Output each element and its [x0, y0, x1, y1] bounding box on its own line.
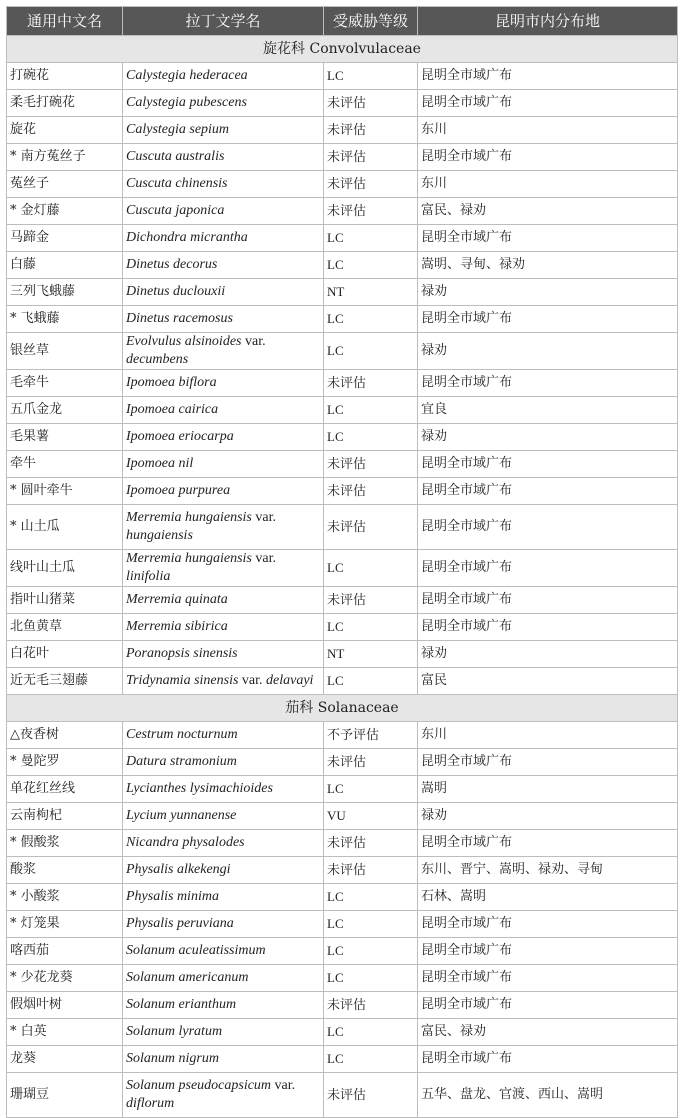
threat-level: 未评估: [324, 171, 418, 198]
threat-level: LC: [324, 306, 418, 333]
threat-level: LC: [324, 884, 418, 911]
threat-level: LC: [324, 252, 418, 279]
chinese-name: 云南枸杞: [7, 803, 123, 830]
table-row: [7, 830, 678, 857]
distribution: 昆明全市域广布: [418, 938, 678, 965]
latin-rank: var.: [271, 1078, 296, 1093]
chinese-name: 假烟叶树: [7, 992, 123, 1019]
latin-name: [123, 198, 324, 225]
chinese-name: 柔毛打碗花: [7, 90, 123, 117]
latin-name: [123, 965, 324, 992]
latin-italic-part: Dinetus decorus: [126, 257, 218, 272]
table-row: [7, 333, 678, 370]
latin-italic-part: Ipomoea biflora: [126, 375, 217, 390]
table-row: [7, 911, 678, 938]
threat-level: 未评估: [324, 451, 418, 478]
table-row: [7, 1046, 678, 1073]
threat-level: NT: [324, 641, 418, 668]
latin-name: [123, 225, 324, 252]
latin-name: [123, 587, 324, 614]
family-row: [7, 695, 678, 722]
threat-level: LC: [324, 63, 418, 90]
latin-italic-part: linifolia: [126, 569, 171, 584]
threat-level: LC: [324, 333, 418, 370]
latin-name: [123, 333, 324, 370]
distribution: 禄劝: [418, 333, 678, 370]
latin-italic-part: Dinetus racemosus: [126, 311, 233, 326]
threat-level: 未评估: [324, 857, 418, 884]
chinese-name: 马蹄金: [7, 225, 123, 252]
distribution: 富民、禄劝: [418, 1019, 678, 1046]
chinese-name: 白藤: [7, 252, 123, 279]
distribution: 东川、晋宁、嵩明、禄劝、寻甸: [418, 857, 678, 884]
distribution: 嵩明: [418, 776, 678, 803]
latin-rank: var.: [238, 673, 267, 688]
threat-level: 未评估: [324, 992, 418, 1019]
distribution: 昆明全市域广布: [418, 911, 678, 938]
chinese-name: 旋花: [7, 117, 123, 144]
latin-italic-part: Cuscuta chinensis: [126, 176, 228, 191]
chinese-name: 龙葵: [7, 1046, 123, 1073]
latin-name: [123, 830, 324, 857]
threat-level: LC: [324, 776, 418, 803]
family-row: [7, 36, 678, 63]
threat-level: NT: [324, 279, 418, 306]
latin-name: [123, 803, 324, 830]
chinese-name: * 曼陀罗: [7, 749, 123, 776]
latin-name: [123, 370, 324, 397]
latin-italic-part: Datura stramonium: [126, 754, 237, 769]
table-row: [7, 776, 678, 803]
chinese-name: 北鱼黄草: [7, 614, 123, 641]
table-row: [7, 641, 678, 668]
chinese-name: * 南方菟丝子: [7, 144, 123, 171]
chinese-name: 五爪金龙: [7, 397, 123, 424]
latin-italic-part: Dichondra micrantha: [126, 230, 248, 245]
table-row: [7, 550, 678, 587]
latin-name: [123, 776, 324, 803]
latin-name: [123, 1073, 324, 1118]
table-row: [7, 938, 678, 965]
distribution: 五华、盘龙、官渡、西山、嵩明: [418, 1073, 678, 1118]
distribution: 昆明全市域广布: [418, 965, 678, 992]
table-row: [7, 198, 678, 225]
latin-rank: var.: [241, 334, 266, 349]
latin-italic-part: Calystegia pubescens: [126, 95, 247, 110]
latin-italic-part: Tridynamia sinensis: [126, 673, 239, 688]
chinese-name: 指叶山猪菜: [7, 587, 123, 614]
latin-italic-part: Cuscuta australis: [126, 149, 225, 164]
distribution: 东川: [418, 171, 678, 198]
latin-italic-part: Lycianthes lysimachioides: [126, 781, 273, 796]
latin-name: [123, 938, 324, 965]
latin-name: [123, 252, 324, 279]
chinese-name: 白花叶: [7, 641, 123, 668]
threat-level: 未评估: [324, 478, 418, 505]
chinese-name: 线叶山土瓜: [7, 550, 123, 587]
distribution: 禄劝: [418, 803, 678, 830]
distribution: 昆明全市域广布: [418, 144, 678, 171]
chinese-name: * 山土瓜: [7, 505, 123, 550]
chinese-name: 牵牛: [7, 451, 123, 478]
threat-level: LC: [324, 1019, 418, 1046]
chinese-name: 打碗花: [7, 63, 123, 90]
distribution: 昆明全市域广布: [418, 306, 678, 333]
chinese-name: 菟丝子: [7, 171, 123, 198]
table-row: [7, 171, 678, 198]
distribution: 富民、禄劝: [418, 198, 678, 225]
latin-name: [123, 1046, 324, 1073]
threat-level: 未评估: [324, 587, 418, 614]
distribution: 昆明全市域广布: [418, 63, 678, 90]
latin-italic-part: Merremia hungaiensis: [126, 510, 252, 525]
latin-italic-part: Merremia quinata: [126, 592, 228, 607]
threat-level: 未评估: [324, 1073, 418, 1118]
latin-name: [123, 117, 324, 144]
latin-name: [123, 1019, 324, 1046]
chinese-name: 毛牵牛: [7, 370, 123, 397]
table-row: [7, 279, 678, 306]
distribution: 昆明全市域广布: [418, 550, 678, 587]
latin-italic-part: Solanum lyratum: [126, 1024, 223, 1039]
latin-name: [123, 857, 324, 884]
distribution: 昆明全市域广布: [418, 505, 678, 550]
distribution: 东川: [418, 722, 678, 749]
family-name: 旋花科 Convolvulaceae: [7, 36, 678, 63]
threat-level: 未评估: [324, 749, 418, 776]
header-latin-name: 拉丁文学名: [123, 7, 324, 36]
latin-rank: var.: [251, 510, 276, 525]
chinese-name: * 飞蛾藤: [7, 306, 123, 333]
family-name: 茄科 Solanaceae: [7, 695, 678, 722]
table-row: [7, 965, 678, 992]
table-row: [7, 749, 678, 776]
latin-name: [123, 90, 324, 117]
latin-name: [123, 424, 324, 451]
chinese-name: * 小酸浆: [7, 884, 123, 911]
threat-level: LC: [324, 397, 418, 424]
chinese-name: * 少花龙葵: [7, 965, 123, 992]
latin-italic-part: Lycium yunnanense: [126, 808, 237, 823]
table-row: [7, 252, 678, 279]
latin-name: [123, 749, 324, 776]
latin-name: [123, 478, 324, 505]
latin-italic-part: Cuscuta japonica: [126, 203, 225, 218]
latin-name: [123, 144, 324, 171]
latin-italic-part: Cestrum nocturnum: [126, 727, 238, 742]
species-table: [6, 6, 678, 1118]
table-row: [7, 90, 678, 117]
latin-italic-part: Physalis minima: [126, 889, 219, 904]
distribution: 禄劝: [418, 641, 678, 668]
table-row: [7, 144, 678, 171]
latin-name: [123, 614, 324, 641]
latin-name: [123, 911, 324, 938]
table-row: [7, 884, 678, 911]
latin-name: [123, 279, 324, 306]
chinese-name: 毛果薯: [7, 424, 123, 451]
threat-level: 未评估: [324, 90, 418, 117]
latin-italic-part: Merremia hungaiensis: [126, 551, 252, 566]
chinese-name: 单花红丝线: [7, 776, 123, 803]
latin-italic-part: Physalis peruviana: [126, 916, 234, 931]
latin-italic-part: Nicandra physalodes: [126, 835, 245, 850]
chinese-name: * 圆叶牵牛: [7, 478, 123, 505]
threat-level: LC: [324, 424, 418, 451]
latin-name: [123, 722, 324, 749]
chinese-name: 三列飞蛾藤: [7, 279, 123, 306]
chinese-name: * 假酸浆: [7, 830, 123, 857]
table-row: [7, 505, 678, 550]
table-row: [7, 397, 678, 424]
distribution: 昆明全市域广布: [418, 478, 678, 505]
latin-name: [123, 63, 324, 90]
table-row: [7, 668, 678, 695]
chinese-name: * 金灯藤: [7, 198, 123, 225]
distribution: 昆明全市域广布: [418, 370, 678, 397]
distribution: 昆明全市域广布: [418, 614, 678, 641]
threat-level: LC: [324, 668, 418, 695]
latin-italic-part: Physalis alkekengi: [126, 862, 231, 877]
threat-level: 未评估: [324, 370, 418, 397]
threat-level: LC: [324, 550, 418, 587]
table-row: [7, 478, 678, 505]
header-threat-level: 受威胁等级: [324, 7, 418, 36]
threat-level: LC: [324, 938, 418, 965]
latin-name: [123, 451, 324, 478]
latin-rank: var.: [251, 551, 276, 566]
table-row: [7, 1019, 678, 1046]
latin-name: [123, 505, 324, 550]
table-row: [7, 225, 678, 252]
chinese-name: 酸浆: [7, 857, 123, 884]
table-row: [7, 306, 678, 333]
latin-italic-part: Poranopsis sinensis: [126, 646, 238, 661]
threat-level: 未评估: [324, 144, 418, 171]
threat-level: 未评估: [324, 198, 418, 225]
distribution: 昆明全市域广布: [418, 830, 678, 857]
threat-level: 未评估: [324, 117, 418, 144]
threat-level: LC: [324, 911, 418, 938]
threat-level: LC: [324, 614, 418, 641]
distribution: 禄劝: [418, 279, 678, 306]
latin-italic-part: Solanum americanum: [126, 970, 249, 985]
distribution: 昆明全市域广布: [418, 992, 678, 1019]
table-row: [7, 424, 678, 451]
threat-level: VU: [324, 803, 418, 830]
chinese-name: 银丝草: [7, 333, 123, 370]
distribution: 昆明全市域广布: [418, 90, 678, 117]
threat-level: 未评估: [324, 505, 418, 550]
latin-italic-part: Solanum erianthum: [126, 997, 237, 1012]
table-row: [7, 992, 678, 1019]
latin-italic-part: Solanum aculeatissimum: [126, 943, 266, 958]
latin-name: [123, 171, 324, 198]
table-row: [7, 614, 678, 641]
distribution: 昆明全市域广布: [418, 587, 678, 614]
latin-italic-part: decumbens: [126, 352, 189, 367]
latin-italic-part: Calystegia sepium: [126, 122, 230, 137]
latin-italic-part: diflorum: [126, 1096, 175, 1111]
table-row: [7, 857, 678, 884]
latin-name: [123, 397, 324, 424]
header-distribution: 昆明市内分布地: [418, 7, 678, 36]
distribution: 石林、嵩明: [418, 884, 678, 911]
latin-italic-part: Ipomoea cairica: [126, 402, 219, 417]
table-row: [7, 117, 678, 144]
distribution: 昆明全市域广布: [418, 1046, 678, 1073]
chinese-name: 近无毛三翅藤: [7, 668, 123, 695]
latin-italic-part: Evolvulus alsinoides: [126, 334, 242, 349]
threat-level: LC: [324, 1046, 418, 1073]
latin-italic-part: Ipomoea eriocarpa: [126, 429, 234, 444]
latin-italic-part: Solanum pseudocapsicum: [126, 1078, 272, 1093]
table-row: [7, 587, 678, 614]
table-row: [7, 1073, 678, 1118]
distribution: 禄劝: [418, 424, 678, 451]
table-row: [7, 451, 678, 478]
latin-italic-part: delavayi: [266, 673, 314, 688]
table-row: [7, 803, 678, 830]
latin-italic-part: hungaiensis: [126, 528, 193, 543]
threat-level: 未评估: [324, 830, 418, 857]
table-row: [7, 370, 678, 397]
distribution: 宜良: [418, 397, 678, 424]
chinese-name: 珊瑚豆: [7, 1073, 123, 1118]
header-row: [7, 7, 678, 36]
latin-italic-part: Calystegia hederacea: [126, 68, 248, 83]
distribution: 东川: [418, 117, 678, 144]
latin-name: [123, 641, 324, 668]
latin-italic-part: Solanum nigrum: [126, 1051, 219, 1066]
chinese-name: △夜香树: [7, 722, 123, 749]
latin-name: [123, 884, 324, 911]
chinese-name: 喀西茄: [7, 938, 123, 965]
threat-level: 不予评估: [324, 722, 418, 749]
table-row: [7, 63, 678, 90]
latin-name: [123, 668, 324, 695]
latin-italic-part: Merremia sibirica: [126, 619, 228, 634]
latin-name: [123, 306, 324, 333]
table-row: [7, 722, 678, 749]
distribution: 嵩明、寻甸、禄劝: [418, 252, 678, 279]
distribution: 昆明全市域广布: [418, 451, 678, 478]
threat-level: LC: [324, 965, 418, 992]
latin-italic-part: Ipomoea purpurea: [126, 483, 231, 498]
distribution: 富民: [418, 668, 678, 695]
threat-level: LC: [324, 225, 418, 252]
chinese-name: * 白英: [7, 1019, 123, 1046]
latin-italic-part: Ipomoea nil: [126, 456, 194, 471]
chinese-name: * 灯笼果: [7, 911, 123, 938]
latin-italic-part: Dinetus duclouxii: [126, 284, 226, 299]
distribution: 昆明全市域广布: [418, 749, 678, 776]
distribution: 昆明全市域广布: [418, 225, 678, 252]
latin-name: [123, 550, 324, 587]
header-chinese-name: 通用中文名: [7, 7, 123, 36]
latin-name: [123, 992, 324, 1019]
